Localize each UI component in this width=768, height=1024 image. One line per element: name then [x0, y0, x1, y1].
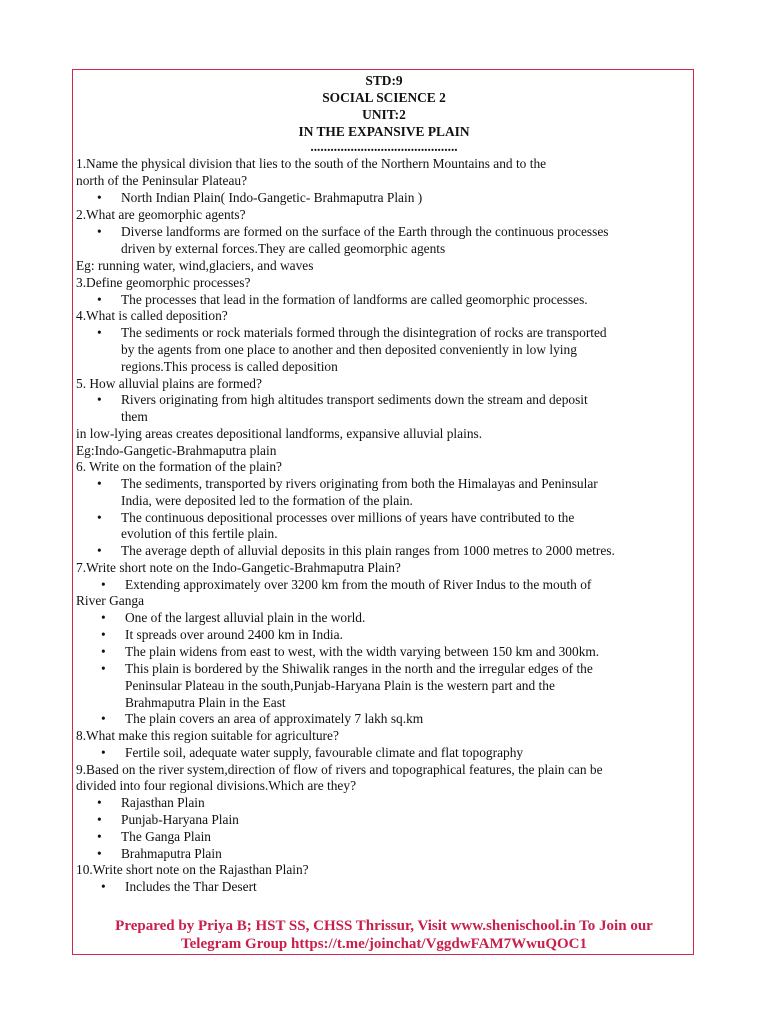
bullet: • [101, 879, 106, 894]
bullet: • [101, 745, 106, 760]
answer-4-line-2: by the agents from one place to another and then deposited conveniently in low lying [121, 342, 577, 357]
bullet: • [97, 224, 102, 239]
answer-7-point-2: One of the largest alluvial plain in the world. [125, 610, 366, 625]
answer-1: North Indian Plain( Indo-Gangetic- Brahmaputra Plain ) [121, 190, 423, 205]
question-1-line-2: north of the Peninsular Plateau? [76, 173, 248, 188]
answer-6-point-1-line-1: The sediments, transported by rivers originating from both the Himalayas and Peninsular [121, 476, 598, 491]
question-5: 5. How alluvial plains are formed? [76, 376, 262, 391]
bullet: • [101, 627, 106, 642]
bullet: • [97, 292, 102, 307]
bullet: • [97, 795, 102, 810]
question-3: 3.Define geomorphic processes? [76, 275, 251, 290]
answer-9-item-3: The Ganga Plain [121, 829, 211, 844]
bullet: • [101, 610, 106, 625]
answer-9-item-1: Rajasthan Plain [121, 795, 205, 810]
answer-7-point-4: The plain widens from east to west, with the width varying between 150 km and 300km. [125, 644, 600, 659]
answer-2-line-2: driven by external forces.They are called geomorphic agents [121, 241, 446, 256]
question-4: 4.What is called deposition? [76, 308, 228, 323]
answer-5-line-2: them [121, 409, 148, 424]
std-heading: STD:9 [365, 73, 403, 88]
footer-credit: Prepared by Priya B; HST SS, CHSS Thrissur, Visit www.shenischool.in To Join our [115, 918, 653, 934]
bullet: • [101, 644, 106, 659]
bullet: • [97, 325, 102, 340]
answer-4-line-1: The sediments or rock materials formed through the disintegration of rocks are transported [121, 325, 607, 340]
bullet: • [97, 812, 102, 827]
answer-7-point-3: It spreads over around 2400 km in India. [125, 627, 343, 642]
bullet: • [101, 577, 106, 592]
question-2: 2.What are geomorphic agents? [76, 207, 246, 222]
answer-2-example: Eg: running water, wind,glaciers, and waves [76, 258, 314, 273]
question-9-line-2: divided into four regional divisions.Which are they? [76, 778, 357, 793]
answer-7-point-5-line-1: This plain is bordered by the Shiwalik ranges in the north and the irregular edges of the [125, 661, 593, 676]
answer-8: Fertile soil, adequate water supply, favourable climate and flat topography [125, 745, 524, 760]
unit-heading: UNIT:2 [362, 107, 406, 122]
bullet: • [101, 661, 106, 676]
page-title: IN THE EXPANSIVE PLAIN [298, 124, 470, 139]
bullet: • [97, 543, 102, 558]
answer-7-point-1-line-1: Extending approximately over 3200 km from the mouth of River Indus to the mouth of [125, 577, 592, 592]
answer-4-line-3: regions.This process is called deposition [121, 359, 338, 374]
question-8: 8.What make this region suitable for agriculture? [76, 728, 339, 743]
question-10: 10.Write short note on the Rajasthan Plain? [76, 862, 309, 877]
question-1-line-1: 1.Name the physical division that lies to the south of the Northern Mountains and to the [76, 156, 547, 171]
answer-6-point-2-line-1: The continuous depositional processes over millions of years have contributed to the [121, 510, 575, 525]
answer-6-point-1-line-2: India, were deposited led to the formation of the plain. [121, 493, 413, 508]
document-frame [72, 69, 694, 955]
answer-7-point-5-line-2: Peninsular Plateau in the south,Punjab-Haryana Plain is the western part and the [125, 678, 555, 693]
answer-6-point-2-line-2: evolution of this fertile plain. [121, 526, 278, 541]
answer-7-point-1-line-2: River Ganga [76, 593, 145, 608]
bullet: • [97, 829, 102, 844]
answer-7-point-6: The plain covers an area of approximately 7 lakh sq.km [125, 711, 424, 726]
bullet: • [97, 392, 102, 407]
question-9-line-1: 9.Based on the river system,direction of flow of rivers and topographical features, the plain can be [76, 762, 603, 777]
answer-9-item-2: Punjab-Haryana Plain [121, 812, 239, 827]
answer-5-continuation: in low-lying areas creates depositional landforms, expansive alluvial plains. [76, 426, 483, 441]
answer-2-line-1: Diverse landforms are formed on the surface of the Earth through the continuous processes [121, 224, 609, 239]
answer-7-point-5-line-3: Brahmaputra Plain in the East [125, 695, 286, 710]
bullet: • [101, 711, 106, 726]
bullet: • [97, 510, 102, 525]
answer-9-item-4: Brahmaputra Plain [121, 846, 222, 861]
answer-5-example: Eg:Indo-Gangetic-Brahmaputra plain [76, 443, 277, 458]
footer-telegram-link[interactable]: Telegram Group https://t.me/joinchat/VggdwFAM7WwuQOC1 [181, 936, 587, 952]
answer-3: The processes that lead in the formation of landforms are called geomorphic processes. [121, 292, 588, 307]
answer-6-point-3: The average depth of alluvial deposits in this plain ranges from 1000 metres to 2000 metres. [121, 543, 615, 558]
question-7: 7.Write short note on the Indo-Gangetic-Brahmaputra Plain? [76, 560, 401, 575]
title-separator: ............................................ [310, 139, 458, 154]
bullet: • [97, 476, 102, 491]
answer-5-line-1: Rivers originating from high altitudes transport sediments down the stream and deposit [121, 392, 588, 407]
question-6: 6. Write on the formation of the plain? [76, 459, 282, 474]
bullet: • [97, 846, 102, 861]
bullet: • [97, 190, 102, 205]
subject-heading: SOCIAL SCIENCE 2 [322, 90, 446, 105]
answer-10: Includes the Thar Desert [125, 879, 257, 894]
